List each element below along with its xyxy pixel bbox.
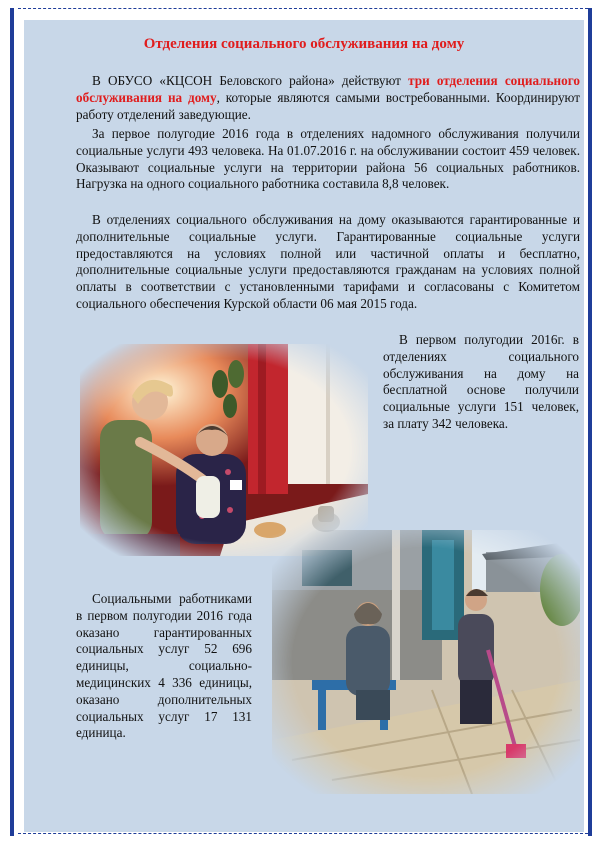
- page-title: Отделения социального обслуживания на дому: [143, 36, 465, 52]
- paragraph-statistics: [76, 126, 580, 193]
- paragraph-services-count: [76, 591, 252, 742]
- first-half-text: В первом полугодии 2016г. в отделениях социального обслуживания на дому на бесплатной основе получили социальные услуги 151 человек, за плату 342 человека.: [383, 332, 579, 431]
- photo-yard-image: [272, 530, 580, 794]
- services-text: В отделениях социального обслуживания на дому оказываются гарантированные и дополнительные социальные услуги. Гарантированные социальные услуги предоставляются на условиях полной или частичной оплаты и бесплатно, дополнительные социальные услуги предоставляются гражданам на условиях полной оплаты в соответствии с установленными тарифами и согласованы с Комитетом социального обеспечения Курской области 06 мая 2015 года.: [76, 212, 580, 311]
- paragraph-first-half: [383, 332, 579, 433]
- photo-yard: [272, 530, 580, 794]
- intro-text-start: В ОБУСО «КЦСОН Беловского района» действуют: [92, 73, 409, 88]
- photo-home-visit-image: [80, 344, 368, 556]
- page-border-top: [18, 8, 588, 9]
- intro-highlight: три отделения социального обслуживания на дому: [76, 73, 580, 105]
- paragraph-services: [76, 212, 580, 313]
- page-border-bottom: [18, 833, 588, 834]
- statistics-text: За первое полугодие 2016 года в отделениях надомного обслуживания получили социальные услуги 493 человека. На 01.07.2016 г. на обслуживании состоит 459 человек. Оказывают социальные услуги на территории района 56 социальных работников. Нагрузка на одного социального работника составила 8,8 человек.: [76, 126, 580, 192]
- intro-text-end: , которые являются самыми востребованными. Координируют работу отделений заведующие.: [76, 89, 580, 122]
- services-count-text: Социальными работниками в первом полугодии 2016 года оказано гарантированных социальных услуг 52 696 единицы, социально-медицинских 4 336 единицы, оказано дополнительных социальных услуг 17 131 единица.: [76, 591, 252, 741]
- paragraph-intro: [76, 73, 580, 123]
- photo-home-visit: [80, 344, 368, 556]
